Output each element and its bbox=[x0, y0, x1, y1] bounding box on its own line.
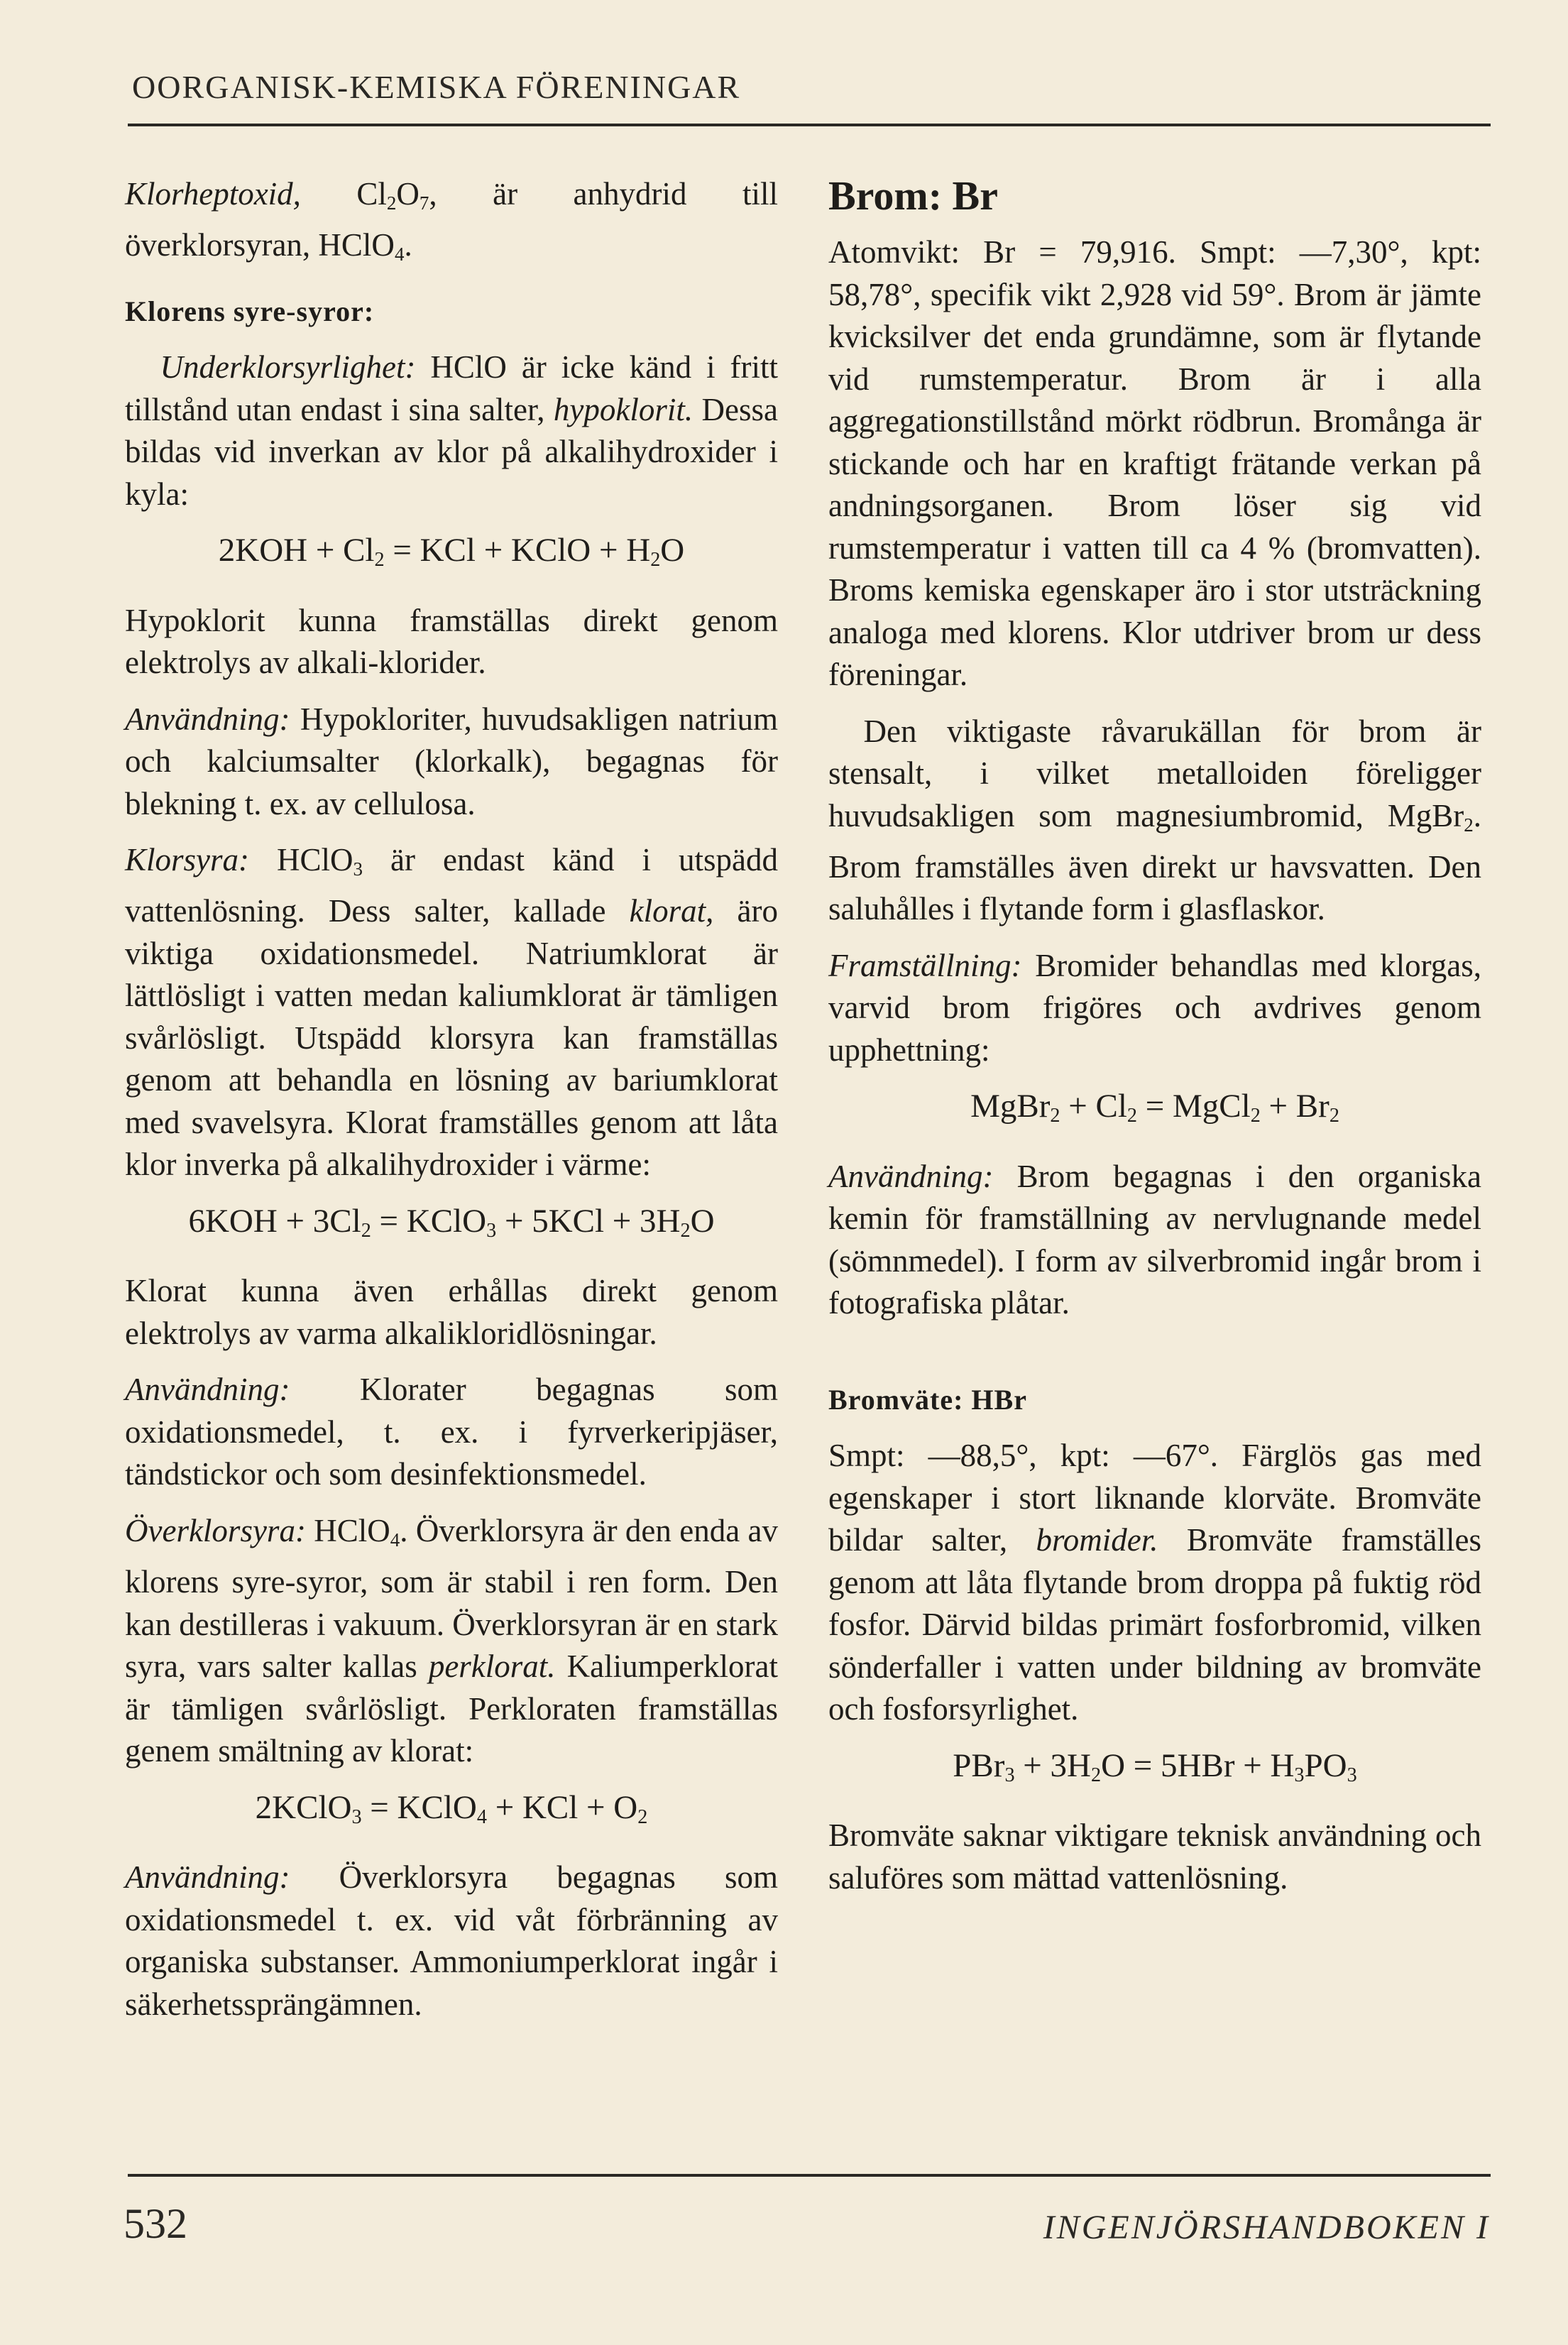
klorheptoxid-paragraph: Klorheptoxid, $Cl_2O_7$, är anhydrid till överklorsyran, HClO$_4$. bbox=[125, 176, 778, 265]
footer-rule bbox=[128, 2174, 1491, 2177]
formula-klorat: $6KOH + 3Cl_2$ = KClO$_3$ + $5KCl + 3H_2O$ bbox=[188, 1202, 715, 1242]
hypoklorit-elektrolys-paragraph: Hypoklorit kunna framställas direkt genom elektrolys av alkali-klorider. bbox=[125, 602, 778, 681]
brom-properties-paragraph: Atomvikt: Br = 79,916. Smpt: —7,30°, kpt: 58,78°, specifik vikt 2,928 vid 59°. Brom är jämte kvicksilver det enda grundämne, som är flytande vid rumstemperatur. Brom är i alla aggregationstillstånd mörkt rödbrun. Bromånga är stickande och har en kraftigt frätande verkan på andningsorganen. Brom löser sig vid rumstemperatur i vatten till ca 4 % (bromvatten). Broms kemiska egenskaper äro i stor utsträckning analoga med klorens. Klor utdriver brom ur dess föreningar. bbox=[828, 234, 1481, 692]
formula-bromvate: $PBr_3 + 3H_2O = 5HBr + H_3PO_3$ bbox=[953, 1747, 1357, 1786]
left-column bbox=[125, 173, 778, 2040]
overklorsyra-paragraph: Överklorsyra: HClO$_4$. Överklorsyra är den enda av klorens syre-syror, som är stabil i ren form. Den kan destilleras i vakuum. Överklorsyran är en stark syra, vars salter kallas perklorat. Kaliumperklorat är tämligen svårlösligt. Perkloraten framställas genem smältning av klorat: bbox=[125, 1512, 779, 1769]
formula-perklorat: 2KClO$_3$ = KClO$_4$ + KCl + $O_2$ bbox=[255, 1788, 648, 1828]
hypoklorit-anvandning-paragraph: Användning: Hypokloriter, huvudsakligen natrium och kalciumsalter (klorkalk), begagnas för blekning t. ex. av cellulosa. bbox=[125, 701, 778, 821]
brom-ravara-paragraph: Den viktigaste råvarukällan för brom är stensalt, i vilket metalloiden föreligger huvudsakligen som magnesiumbromid, MgBr$_2$. Brom framställes även direkt ur havsvatten. Den saluhålles i flytande form i glasflaskor. bbox=[828, 713, 1481, 927]
klorat-elektrolys-paragraph: Klorat kunna även erhållas direkt genom elektrolys av varma alkalikloridlösningar. bbox=[125, 1273, 778, 1351]
section-heading-brom: Brom: Br bbox=[828, 173, 998, 219]
header-rule bbox=[128, 124, 1491, 126]
bromvate-paragraph: Smpt: —88,5°, kpt: —67°. Färglös gas med egenskaper i stort liknande klorväte. Bromväte bildar salter, bromider. Bromväte framställes genom att låta flytande brom droppa på fuktig röd fosfor. Därvid bildas primärt fosforbromid, vilken sönderfaller i vatten under bildning av bromväte och fosforsyrlighet. bbox=[828, 1438, 1481, 1727]
formula-brom: MgBr$_2$ + $Cl_2$ = MgCl$_2$ + $Br_2$ bbox=[970, 1088, 1339, 1127]
klorsyra-paragraph: Klorsyra: HClO$_3$ är endast känd i utspädd vattenlösning. Dess salter, kallade klorat, äro viktiga oxidationsmedel. Natriumklorat är lättlösligt i vatten medan kaliumklorat är tämligen svårlösligt. Utspädd klorsyra kan framställas genom att behandla en lösning av bariumklorat med svavelsyra. Klorat framställes genom att låta klor inverka på alkalihydroxider i värme: bbox=[125, 842, 778, 1183]
page-number: 532 bbox=[124, 2200, 187, 2247]
overklorsyra-anvandning-paragraph: Användning: Överklorsyra begagnas som oxidationsmedel t. ex. vid våt förbränning av organiska substanser. Ammoniumperklorat ingår i säkerhetssprängämnen. bbox=[125, 1859, 778, 2022]
section-heading-syre-syror: Klorens syre-syror: bbox=[125, 295, 375, 327]
brom-framstallning-paragraph: Framställning: Bromider behandlas med klorgas, varvid brom frigöres och avdrives genom upphettning: bbox=[828, 947, 1481, 1068]
underklorsyrlighet-paragraph: Underklorsyrlighet: HClO är icke känd i fritt tillstånd utan endast i sina salter, hypoklorit. Dessa bildas vid inverkan av klor på alkalihydroxider i kyla: bbox=[125, 349, 779, 512]
section-heading-bromvate: Bromväte: HBr bbox=[828, 1383, 1027, 1416]
klorat-anvandning-paragraph: Användning: Klorater begagnas som oxidationsmedel, t. ex. i fyrverkeripjäser, tändstickor och som desinfektionsmedel. bbox=[125, 1372, 778, 1492]
book-title: INGENJÖRSHANDBOKEN I bbox=[1043, 2209, 1490, 2246]
running-head: OORGANISK-KEMISKA FÖRENINGAR bbox=[132, 69, 741, 105]
right-column bbox=[828, 173, 1481, 1913]
bromvate-anvandning-paragraph: Bromväte saknar viktigare teknisk användning och saluföres som mättad vattenlösning. bbox=[828, 1817, 1481, 1896]
brom-anvandning-paragraph: Användning: Brom begagnas i den organiska kemin för framställning av nervlugnande medel (sömnmedel). I form av silverbromid ingår brom i fotografiska plåtar. bbox=[828, 1158, 1481, 1321]
formula-hypoklorit: $2KOH + Cl_2$ = KCl + KClO + $H_2O$ bbox=[218, 532, 685, 572]
section-spacer bbox=[828, 1339, 1481, 1372]
